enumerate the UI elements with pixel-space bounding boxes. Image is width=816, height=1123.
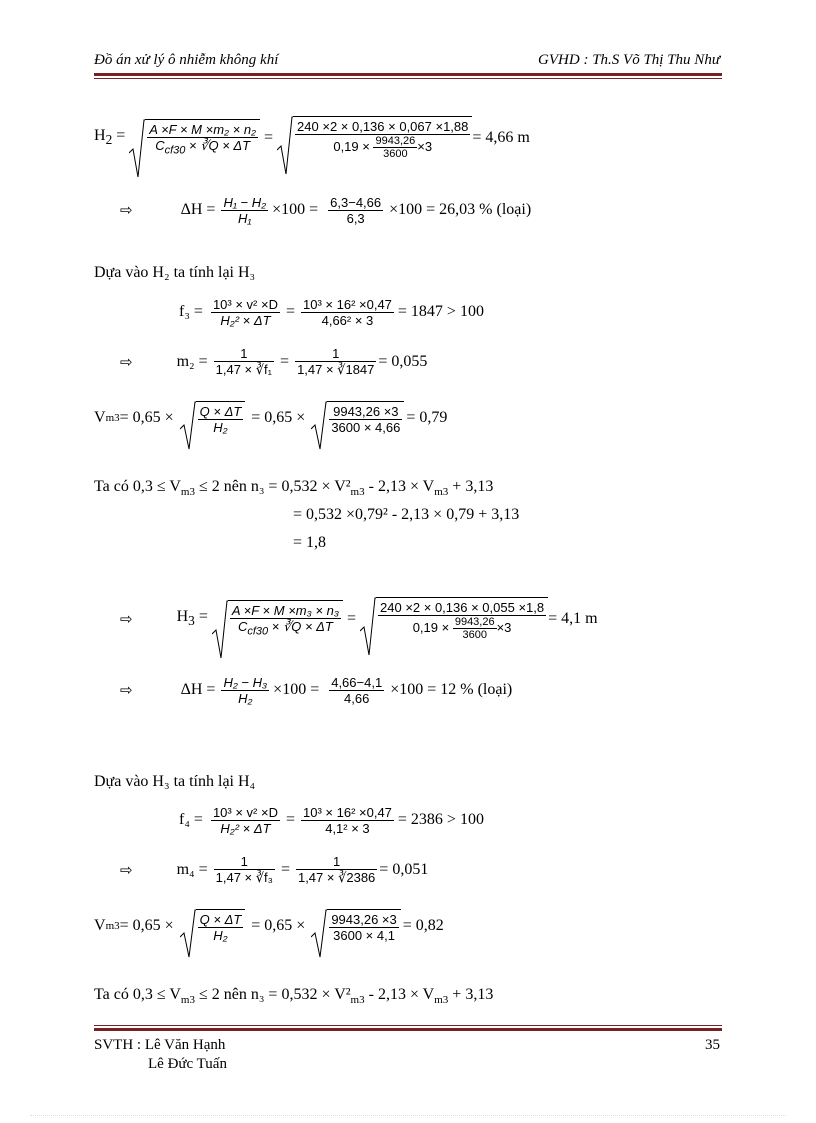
h2-lhs: $H_2$ = bbox=[94, 127, 130, 148]
equation-vm3-a: V m3 = 0,65 × $\frac{Q \times \Delta T}{\text{H₂}}$ = 0,65 × $\frac{9943,26 \times 3}{3600 \times 4,66}$ = 0,79 bbox=[94, 393, 447, 443]
implies-arrow-icon: ⇨ bbox=[120, 681, 133, 699]
implies-arrow-icon: ⇨ bbox=[120, 353, 133, 371]
equation-delta-h2: ⇨ ΔH = $\frac{\text{H₂ − H₃}}{\text{H₂}}$ ×100 = $\frac{4,66-4,1}{4,66}$ ×100 = 12 % (loại) bbox=[120, 674, 513, 706]
footer-rule-thin bbox=[94, 1025, 722, 1026]
equation-vm3-b: V m3 = 0,65 × $\frac{Q \times \Delta T}{\text{H₂}}$ = 0,65 × $\frac{9943,26 \times 3}{3600 \times 4,1}$ = 0,82 bbox=[94, 901, 444, 951]
implies-arrow-icon: ⇨ bbox=[120, 610, 133, 628]
footer-name2: Lê Đức Tuấn bbox=[148, 1056, 227, 1072]
footer-rule-thick bbox=[94, 1028, 722, 1031]
dh1-result: ×100 = 26,03 % (loại) bbox=[389, 201, 532, 218]
equation-f4: f₄ = $\frac{\text{10³ × v² ×D}}{\text{H₂² × ΔT}}$ = $\frac{\text{10³ × 16² ×0,47}}{\text{4,1² × 3}}$ = 2386 > 100 bbox=[179, 804, 484, 836]
header-rule-thick bbox=[94, 73, 722, 76]
implies-arrow-icon: ⇨ bbox=[120, 201, 133, 219]
equation-n3-a-line1: Ta có $0,3 \le V_{m3} \le 2$ nên $n_3 = 0,532 \times V^2_{m3} - 2,13 \times V_{m3} + 3,13$ bbox=[94, 478, 494, 499]
header-rule-thin bbox=[94, 78, 722, 79]
implies-arrow-icon: ⇨ bbox=[120, 861, 133, 879]
paragraph-recompute-h4: Dựa vào H₃ ta tính lại H₄ bbox=[94, 773, 256, 790]
equation-f3: f₃ = $\frac{\text{10³ × v² ×D}}{\text{H₂² × ΔT}}$ = $\frac{\text{10³ × 16² ×0,47}}{\text{4,66² × 3}}$ = 1847 > 100 bbox=[179, 296, 484, 328]
h2-sqrt-symbolic: A ×F × M ×m₂ × n₂ $C_{cf30}$ × ∛Q × ΔT bbox=[129, 119, 260, 157]
equation-m4: ⇨ m₄ = $\frac{1}{\text{1,47 × ∛f₃}}$ = $\frac{1}{1,47 \times ∛2386}$ = 0,051 bbox=[120, 854, 429, 885]
equation-n3-a-line2: = 0,532 ×0,79² - 2,13 × 0,79 + 3,13 bbox=[293, 506, 520, 523]
page-divider bbox=[30, 1115, 786, 1116]
h2-result: = 4,66 m bbox=[472, 129, 530, 146]
paragraph-recompute-h3: Dựa vào H₂ ta tính lại H₃ bbox=[94, 264, 256, 281]
header-right: GVHD : Th.S Võ Thị Thu Như bbox=[538, 52, 720, 68]
header-left: Đồ án xử lý ô nhiễm không khí bbox=[94, 52, 279, 68]
equation-m2: ⇨ m₂ = $\frac{1}{\text{1,47 × ∛f₁}}$ = $\frac{1}{1,47 \times ∛1847}$ = 0,055 bbox=[120, 346, 428, 377]
equation-n3-b-line1: Ta có $0,3 \le V_{m3} \le 2$ nên $n_3 = 0,532 \times V^2_{m3} - 2,13 \times V_{m3} + 3,13$ bbox=[94, 986, 494, 1007]
equation-h2: $H_2$ = A ×F × M ×m₂ × n₂ $C_{cf30}$ × ∛Q × ΔT = 240 ×2 × 0,136 × 0,067 ×1,88 0,19 × $\frac{9943,26}{3600}$ ×3 = 4,66 m bbox=[94, 108, 530, 168]
footer-svth: SVTH : Lê Văn Hạnh bbox=[94, 1037, 226, 1053]
h2-sqrt-numeric: 240 ×2 × 0,136 × 0,067 ×1,88 0,19 × $\frac{9943,26}{3600}$ ×3 bbox=[277, 116, 472, 160]
page-number: 35 bbox=[705, 1037, 720, 1053]
equation-delta-h1: ⇨ ΔH = $\frac{\text{H₁ − H₂}}{\text{H₁}}$ ×100 = $\frac{6,3-4,66}{6,3}$ ×100 = 26,03 % (loại) bbox=[120, 194, 532, 226]
equation-h3: ⇨ $H_3$ = A ×F × M ×m₃ × n₃ $C_{cf30}$ × ∛Q × ΔT = 240 ×2 × 0,136 × 0,055 ×1,8 0,19 × $\frac{9943,26}{3600}$ ×3 = 4,1 m bbox=[120, 589, 598, 649]
equation-n3-a-line3: = 1,8 bbox=[293, 534, 327, 551]
